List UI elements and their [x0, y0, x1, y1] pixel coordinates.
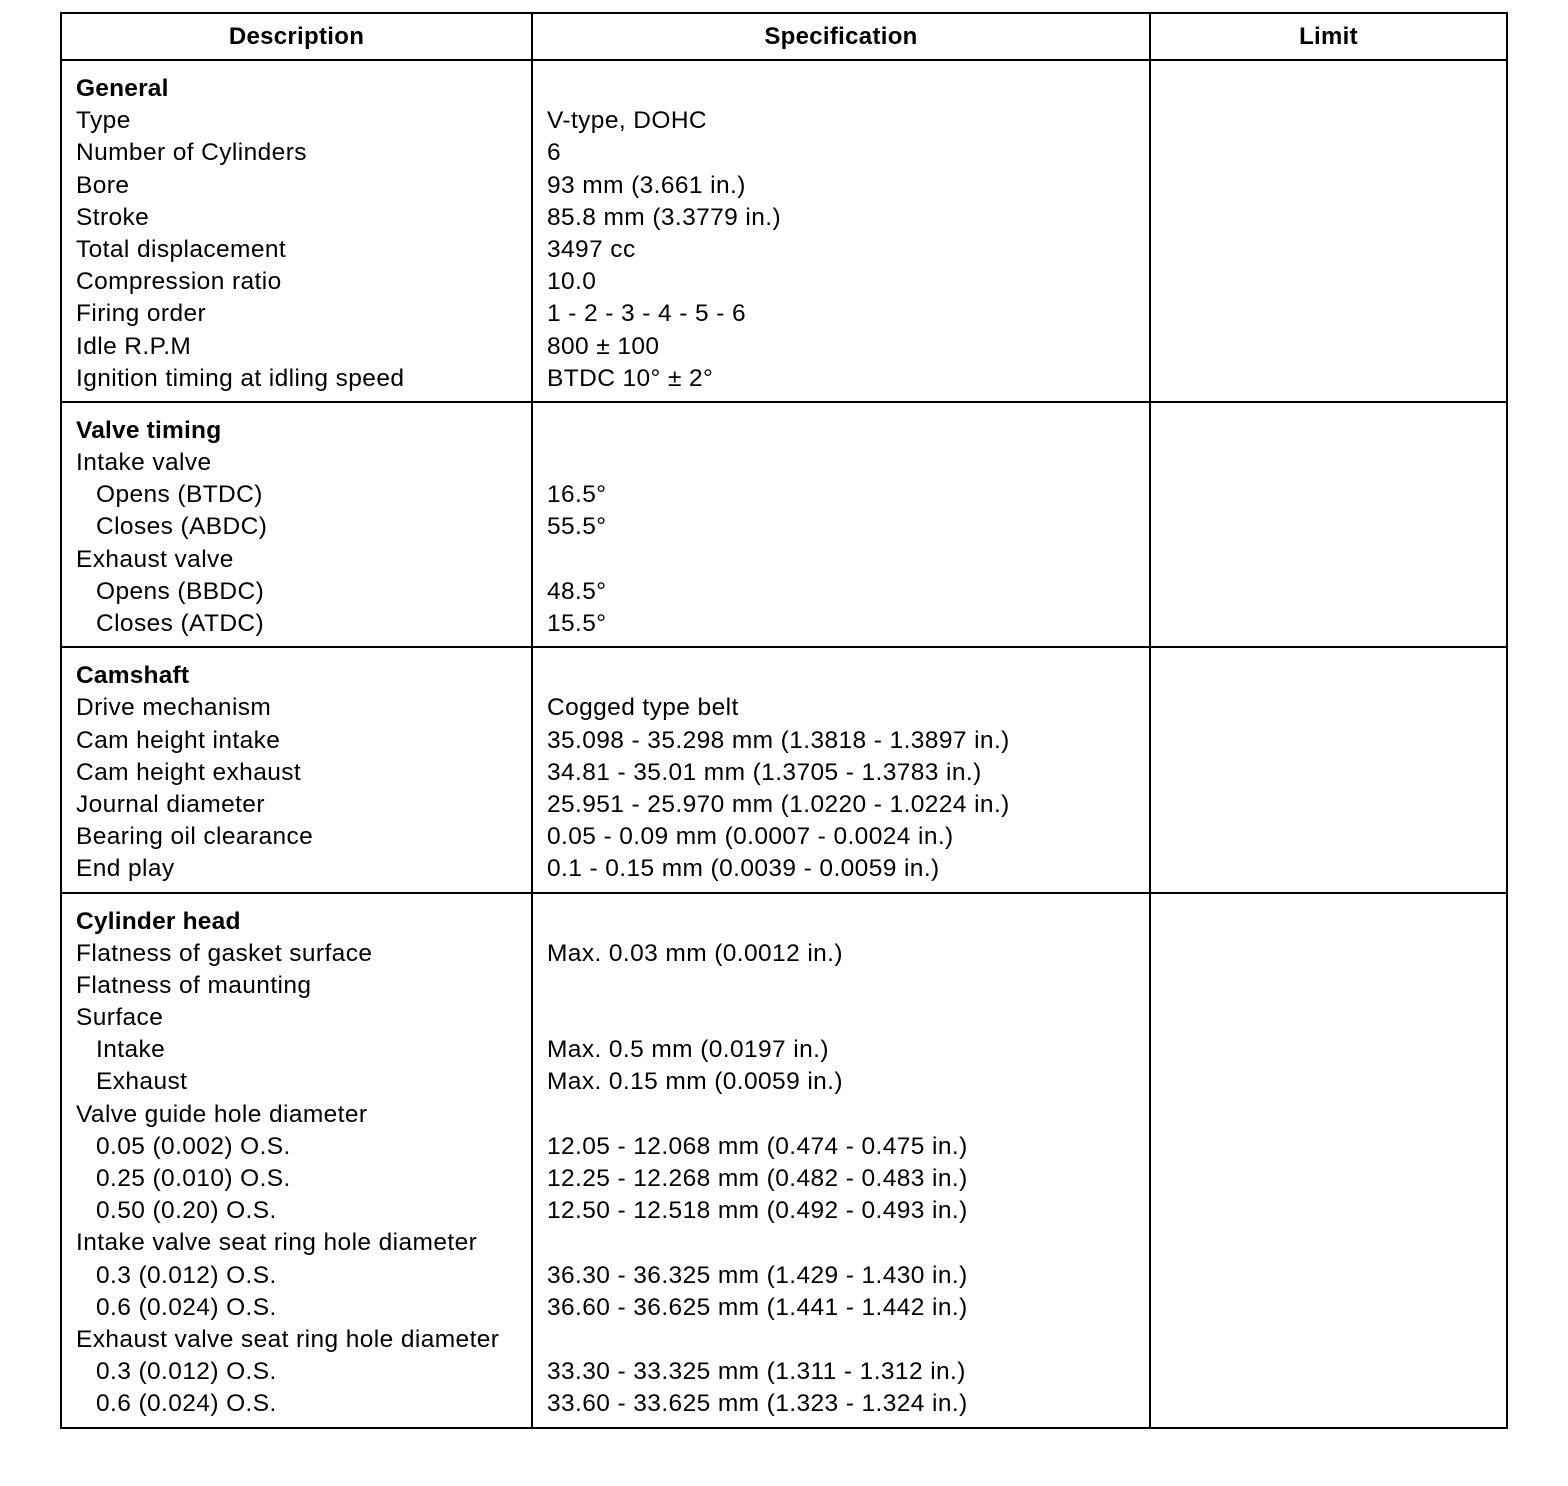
section-heading: General — [76, 75, 169, 102]
section-heading: Valve timing — [76, 416, 222, 444]
section-row — [61, 60, 1507, 402]
description-text: End play — [76, 855, 175, 883]
header-limit: Limit — [1150, 13, 1507, 60]
specification-text: 35.098 - 35.298 mm (1.3818 - 1.3897 in.) — [547, 726, 1010, 754]
specification-text: 15.5° — [547, 610, 607, 637]
specification-text: 25.951 - 25.970 mm (1.0220 - 1.0224 in.) — [547, 790, 1010, 818]
description-text: 0.3 (0.012) O.S. — [96, 1261, 277, 1289]
description-text: Closes (ABDC) — [96, 513, 268, 541]
specification-text: 800 ± 100 — [547, 332, 660, 360]
description-text: Intake — [96, 1036, 166, 1064]
limit-cell — [1150, 647, 1507, 892]
specification-text: 1 - 2 - 3 - 4 - 5 - 6 — [547, 300, 747, 328]
specification-text: Max. 0.5 mm (0.0197 in.) — [547, 1036, 829, 1064]
specification-text: BTDC 10° ± 2° — [547, 364, 714, 392]
description-text: Flatness of maunting — [76, 971, 312, 999]
section-row — [61, 893, 1507, 1428]
description-cell — [61, 402, 532, 647]
specification-text: 34.81 - 35.01 mm (1.3705 - 1.3783 in.) — [547, 758, 982, 786]
specification-text: 33.30 - 33.325 mm (1.311 - 1.312 in.) — [547, 1358, 966, 1386]
specification-text: 12.50 - 12.518 mm (0.492 - 0.493 in.) — [547, 1197, 968, 1225]
description-text: Intake valve seat ring hole diameter — [76, 1229, 478, 1257]
spec-spacer — [547, 906, 1149, 938]
description-text: Surface — [76, 1004, 164, 1032]
specification-text — [547, 1227, 1149, 1259]
description-text: Bearing oil clearance — [76, 823, 314, 851]
description-text: Ignition timing at idling speed — [76, 364, 405, 392]
limit-cell — [1150, 893, 1507, 1428]
specification-text: 36.30 - 36.325 mm (1.429 - 1.430 in.) — [547, 1261, 968, 1289]
description-text: 0.25 (0.010) O.S. — [96, 1165, 291, 1192]
specification-text: Max. 0.03 mm (0.0012 in.) — [547, 939, 843, 967]
spec-body — [61, 60, 1507, 1428]
specification-text: 33.60 - 33.625 mm (1.323 - 1.324 in.) — [547, 1390, 968, 1418]
spec-spacer — [547, 73, 1149, 105]
specification-text: 48.5° — [547, 577, 607, 605]
specification-text — [547, 447, 1149, 479]
specification-text: V-type, DOHC — [547, 107, 708, 135]
description-text: Cam height exhaust — [76, 758, 302, 786]
description-text: 0.6 (0.024) O.S. — [96, 1293, 277, 1321]
specification-text: 10.0 — [547, 268, 597, 296]
section-heading: Camshaft — [76, 662, 190, 690]
description-cell — [61, 60, 532, 402]
header-description: Description — [61, 13, 532, 60]
description-text: 0.05 (0.002) O.S. — [96, 1132, 291, 1160]
header-specification: Specification — [532, 13, 1150, 60]
description-text: Opens (BTDC) — [96, 481, 263, 509]
specification-text: Max. 0.15 mm (0.0059 in.) — [547, 1068, 843, 1096]
spec-spacer — [547, 415, 1149, 447]
description-text: Flatness of gasket surface — [76, 939, 373, 967]
section-row — [61, 647, 1507, 892]
limit-cell — [1150, 60, 1507, 402]
specification-text: 12.25 - 12.268 mm (0.482 - 0.483 in.) — [547, 1165, 968, 1192]
specification-text: 0.1 - 0.15 mm (0.0039 - 0.0059 in.) — [547, 855, 940, 883]
description-text: Stroke — [76, 203, 150, 231]
specification-text: 3497 cc — [547, 235, 636, 263]
specification-cell — [532, 893, 1150, 1428]
description-text: Compression ratio — [76, 268, 282, 296]
description-text: Journal diameter — [76, 790, 265, 818]
spec-spacer — [547, 660, 1149, 692]
specification-cell — [532, 402, 1150, 647]
description-text: Total displacement — [76, 235, 287, 263]
description-text: Intake valve — [76, 449, 212, 477]
limit-cell — [1150, 402, 1507, 647]
specification-text: 16.5° — [547, 481, 607, 509]
description-text: Opens (BBDC) — [96, 577, 265, 605]
specification-cell — [532, 647, 1150, 892]
specification-text — [547, 544, 1149, 576]
specification-text: 93 mm (3.661 in.) — [547, 171, 746, 199]
specification-text: 12.05 - 12.068 mm (0.474 - 0.475 in.) — [547, 1132, 968, 1160]
specification-text: 55.5° — [547, 513, 607, 541]
description-text: Exhaust valve — [76, 545, 234, 573]
description-text: 0.50 (0.20) O.S. — [96, 1197, 277, 1225]
specification-text: 85.8 mm (3.3779 in.) — [547, 203, 782, 231]
specification-text: 6 — [547, 139, 562, 167]
description-text: Number of Cylinders — [76, 139, 307, 167]
description-text: 0.6 (0.024) O.S. — [96, 1390, 277, 1418]
description-text: 0.3 (0.012) O.S. — [96, 1358, 277, 1386]
specification-text: 36.60 - 36.625 mm (1.441 - 1.442 in.) — [547, 1293, 968, 1321]
specification-text — [547, 1324, 1149, 1356]
spec-table — [60, 12, 1508, 1429]
header-row — [61, 13, 1507, 60]
description-text: Bore — [76, 171, 130, 199]
description-text: Exhaust valve seat ring hole diameter — [76, 1325, 500, 1353]
description-cell — [61, 647, 532, 892]
description-text: Type — [76, 107, 131, 135]
description-text: Drive mechanism — [76, 694, 272, 722]
specification-text: Cogged type belt — [547, 694, 739, 722]
description-text: Idle R.P.M — [76, 332, 192, 360]
description-text: Exhaust — [96, 1068, 188, 1096]
specification-cell — [532, 60, 1150, 402]
description-cell — [61, 893, 532, 1428]
description-text: Cam height intake — [76, 726, 281, 754]
specification-text — [547, 1099, 1149, 1131]
section-row — [61, 402, 1507, 647]
description-text: Firing order — [76, 300, 207, 328]
description-text: Valve guide hole diameter — [76, 1100, 368, 1128]
specification-text — [547, 970, 1149, 1002]
section-heading: Cylinder head — [76, 907, 241, 935]
description-text: Closes (ATDC) — [96, 610, 265, 637]
specification-text — [547, 1002, 1149, 1034]
specification-text: 0.05 - 0.09 mm (0.0007 - 0.0024 in.) — [547, 823, 954, 851]
